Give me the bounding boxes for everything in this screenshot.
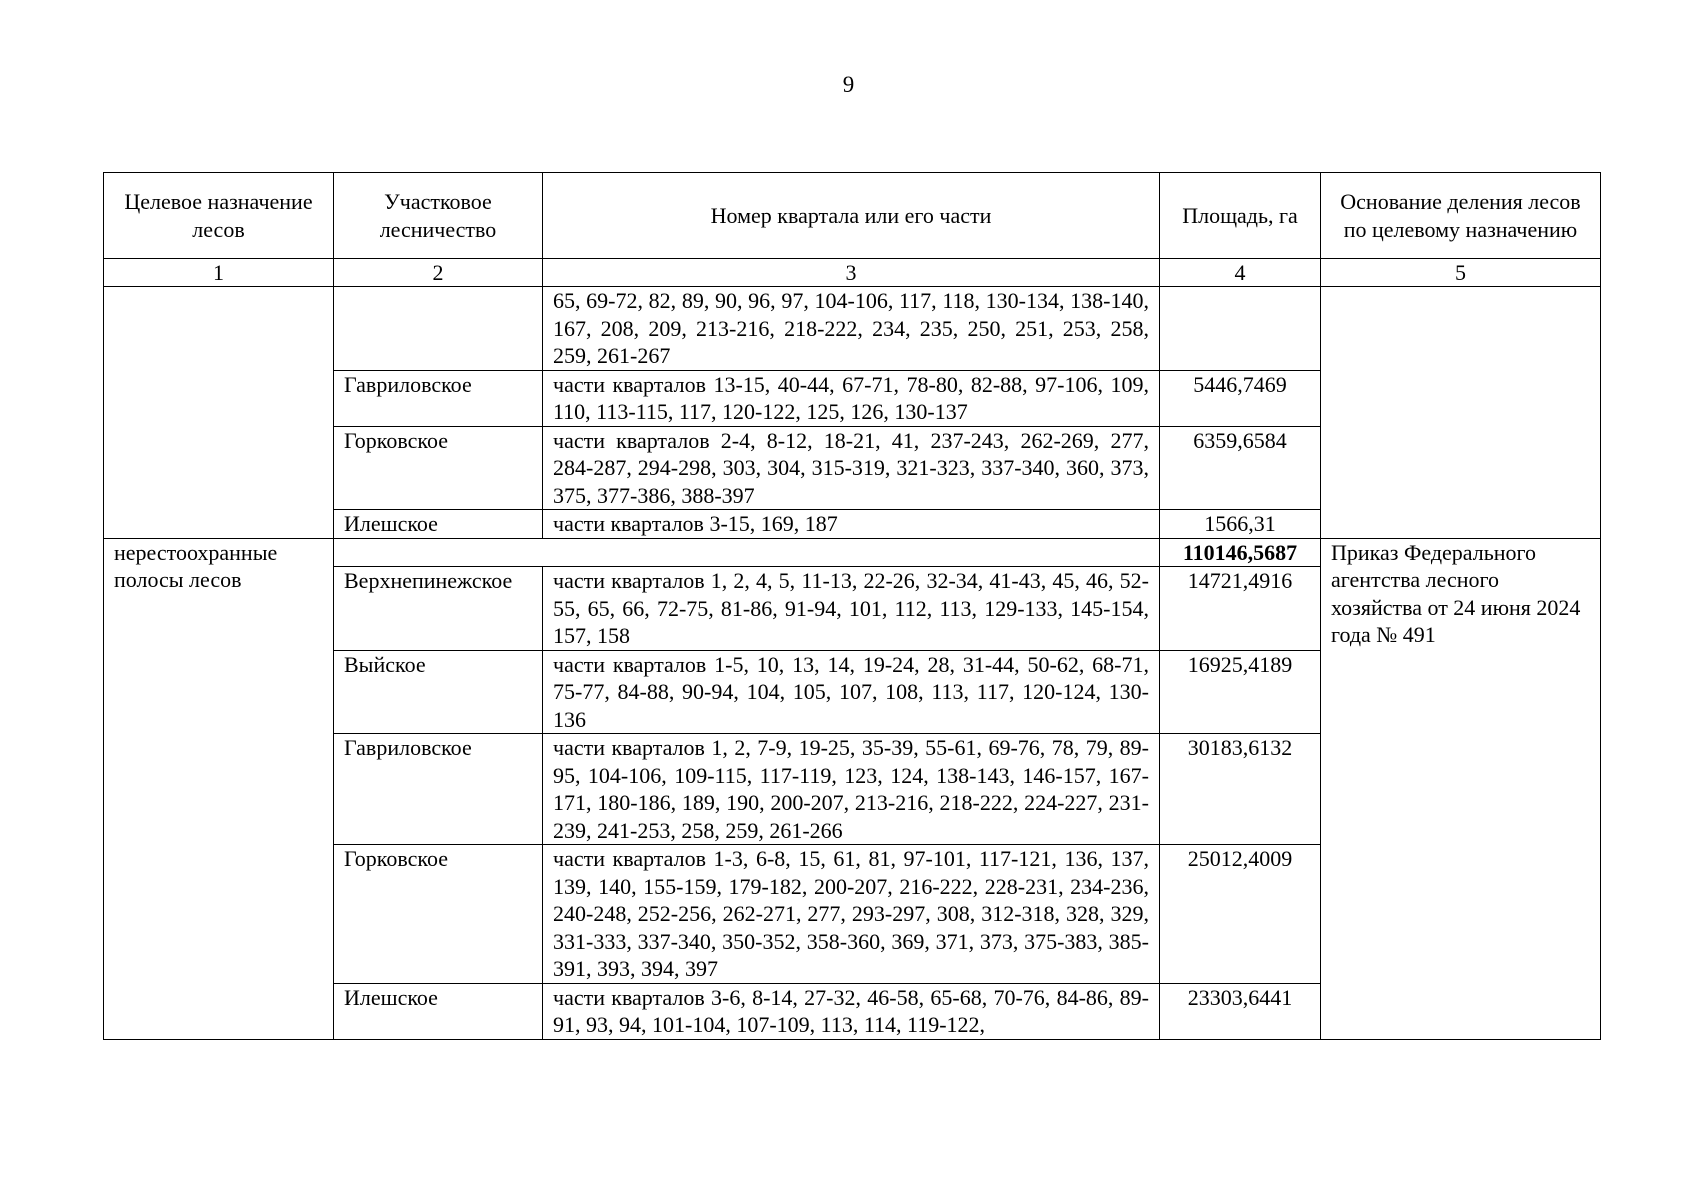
basis-cell-empty [1321, 287, 1601, 539]
column-number: 2 [334, 259, 543, 287]
column-number: 3 [543, 259, 1160, 287]
table-header-row [104, 173, 1601, 259]
area-cell: 1566,31 [1160, 510, 1321, 539]
forestry-cell: Горковское [334, 845, 543, 984]
forestry-cell: Горковское [334, 426, 543, 510]
header-quarter: Номер квартала или его части [543, 173, 1160, 259]
forestry-cell: Илешское [334, 983, 543, 1039]
area-cell: 23303,6441 [1160, 983, 1321, 1039]
header-basis: Основание деления лесов по целевому назначению [1321, 173, 1601, 259]
column-number: 4 [1160, 259, 1321, 287]
header-forestry: Участковое лесничество [334, 173, 543, 259]
total-area-cell: 110146,5687 [1160, 538, 1321, 567]
area-cell: 30183,6132 [1160, 734, 1321, 845]
area-cell: 25012,4009 [1160, 845, 1321, 984]
table-row-total [104, 538, 1601, 567]
column-number: 1 [104, 259, 334, 287]
column-number: 5 [1321, 259, 1601, 287]
forestry-cell: Илешское [334, 510, 543, 539]
table-row [104, 287, 1601, 371]
page-number: 9 [842, 72, 855, 97]
area-cell: 14721,4916 [1160, 567, 1321, 651]
header-area: Площадь, га [1160, 173, 1321, 259]
quarters-cell: части кварталов 1-3, 6-8, 15, 61, 81, 97-101, 117-121, 136, 137, 139, 140, 155-159, 179-182, 200-207, 216-222, 228-231, 234-236, 240-248, 252-256, 262-271, 277, 293-297, 308, 312-318, 328, 329, 331-333, 337-340, 350-352, 358-360, 369, 371, 373, 375-383, 385-391, 393, 394, 397 [543, 845, 1160, 984]
quarters-cell: части кварталов 13-15, 40-44, 67-71, 78-80, 82-88, 97-106, 109, 110, 113-115, 117, 120-122, 125, 126, 130-137 [543, 370, 1160, 426]
quarters-cell: части кварталов 2-4, 8-12, 18-21, 41, 237-243, 262-269, 277, 284-287, 294-298, 303, 304, 315-319, 321-323, 337-340, 360, 373, 375, 377-386, 388-397 [543, 426, 1160, 510]
basis-cell: Приказ Федерального агентства лесного хозяйства от 24 июня 2024 года № 491 [1321, 538, 1601, 1039]
column-number-row [104, 259, 1601, 287]
quarters-cell: части кварталов 1, 2, 4, 5, 11-13, 22-26, 32-34, 41-43, 45, 46, 52-55, 65, 66, 72-75, 81-86, 91-94, 101, 112, 113, 129-133, 145-154, 157, 158 [543, 567, 1160, 651]
quarters-cell: части кварталов 1, 2, 7-9, 19-25, 35-39, 55-61, 69-76, 78, 79, 89-95, 104-106, 109-115, 117-119, 123, 124, 138-143, 146-157, 167-171, 180-186, 189, 190, 200-207, 213-216, 218-222, 224-227, 231-239, 241-253, 258, 259, 261-266 [543, 734, 1160, 845]
quarters-cell: 65, 69-72, 82, 89, 90, 96, 97, 104-106, 117, 118, 130-134, 138-140, 167, 208, 209, 213-216, 218-222, 234, 235, 250, 251, 253, 258, 259, 261-267 [543, 287, 1160, 371]
quarters-cell: части кварталов 3-15, 169, 187 [543, 510, 1160, 539]
forestry-cell: Выйское [334, 650, 543, 734]
forestry-cell: Гавриловское [334, 734, 543, 845]
forest-purpose-table [103, 172, 1601, 1040]
purpose-cell-empty [104, 287, 334, 539]
forestry-cell: Гавриловское [334, 370, 543, 426]
area-cell: 16925,4189 [1160, 650, 1321, 734]
area-cell: 5446,7469 [1160, 370, 1321, 426]
area-cell-empty [1160, 287, 1321, 371]
forestry-cell-empty [334, 287, 543, 371]
area-cell: 6359,6584 [1160, 426, 1321, 510]
total-label-cell-empty [334, 538, 1160, 567]
quarters-cell: части кварталов 3-6, 8-14, 27-32, 46-58, 65-68, 70-76, 84-86, 89-91, 93, 94, 101-104, 107-109, 113, 114, 119-122, [543, 983, 1160, 1039]
forestry-cell: Верхнепинежское [334, 567, 543, 651]
purpose-cell: нерестоохранные полосы лесов [104, 538, 334, 1039]
header-purpose: Целевое назначение лесов [104, 173, 334, 259]
quarters-cell: части кварталов 1-5, 10, 13, 14, 19-24, 28, 31-44, 50-62, 68-71, 75-77, 84-88, 90-94, 104, 105, 107, 108, 113, 117, 120-124, 130-136 [543, 650, 1160, 734]
